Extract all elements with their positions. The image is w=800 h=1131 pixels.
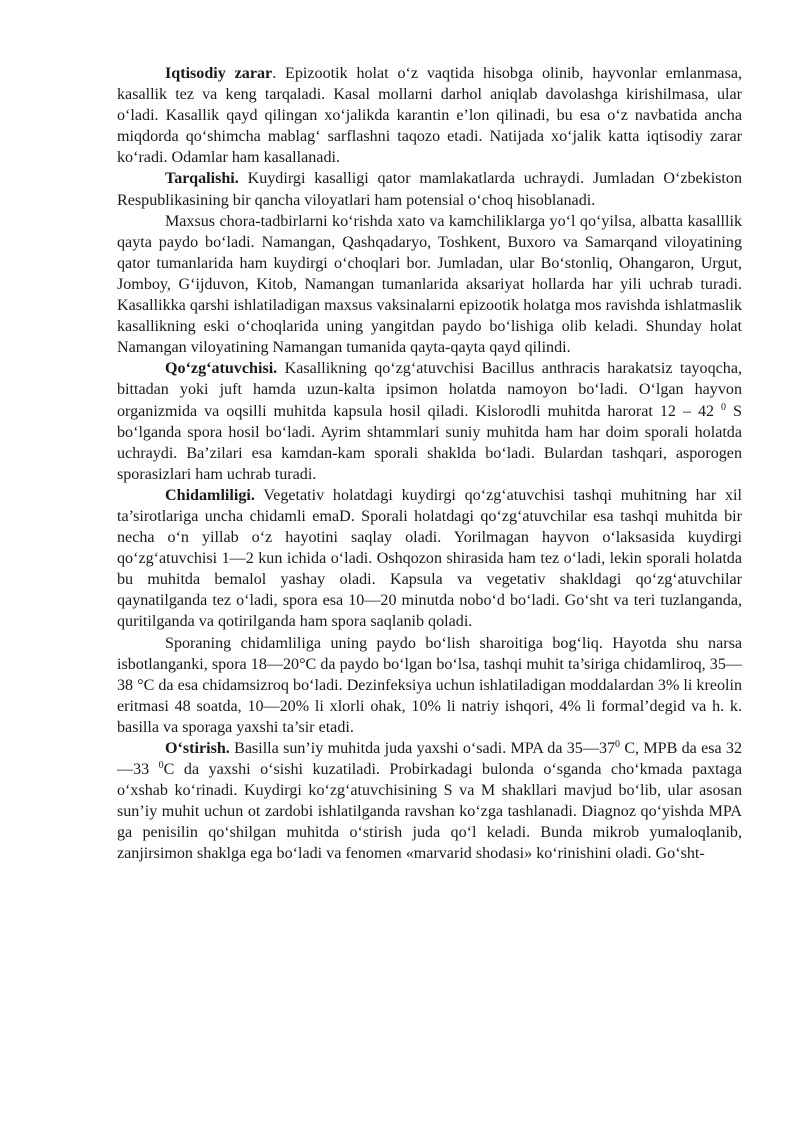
heading-economic-damage: Iqtisodiy zarar [165, 65, 273, 82]
heading-pathogen: Qo‘zg‘atuvchisi. [165, 360, 278, 378]
paragraph-text: Maxsus chora-tadbirlarni ko‘rishda xato va kamchiliklarga yo‘l qo‘yilsa, albatta kasalllik qayta paydo bo‘ladi. Namangan, Qashqadaryo, Toshkent, Buxoro va Samarqand viloyatining qator tumanlarida ham kuydirgi o‘choqlari bor. Jumladan, ular Bo‘stonliq, Ohangaron, Urgut, Jomboy, G‘ijduvon, Kitob, Namangan tumanlarida aksariyat hollarda har yili uchrab turadi. Kasallikka qarshi ishlatiladigan maxsus vaksinalarni epizootik holatga mos ravishda ishlatmaslik kasallikning eski o‘choqlarida uning yangitdan paydo bo‘lishiga olib keladi. Shunday holat Namangan viloyatining Namangan tumanida qayta-qayta qayd qilindi. [117, 212, 742, 357]
degree-superscript: 0 [721, 401, 727, 413]
paragraph-pathogen [117, 358, 742, 485]
paragraph-distribution [117, 168, 742, 210]
paragraph-measures [117, 211, 742, 359]
paragraph-text: . Epizootik holat o‘z vaqtida hisobga olinib, hayvonlar emlanmasa, kasallik tez va keng tarqaladi. Kasal mollarni darhol aniqlab davolashga kirishilmasa, ular o‘ladi. Kasallik qayd qilingan xo‘jalikda karantin e’lon qilinadi, bu esa o‘z navbatida ancha miqdorda qo‘shimcha mablag‘ sarflashni taqozo etadi. Natijada xo‘jalik katta iqtisodiy zarar ko‘radi. Odamlar ham kasallanadi. [117, 65, 742, 167]
paragraph-text: S bo‘lganda spora hosil bo‘ladi. Ayrim shtammlari suniy muhitda ham har doim sporali holatda uchraydi. Ba’zilari esa kamdan-kam sporali shaklda bo‘ladi. Bulardan tashqari, asporogen sporasizlari ham uchrab turadi. [117, 402, 742, 483]
paragraph-text: C da yaxshi o‘sishi kuzatiladi. Probirkadagi bulonda o‘sganda cho‘kmada paxtaga o‘xshab ko‘rinadi. Kuydirgi ko‘zg‘atuvchisining S va M shakllari mavjud bo‘lib, ular asosan sun’iy muhit uchun ot zardobi ishlatilganda ravshan ko‘zga tashlanadi. Diagnoz qo‘yishda MPA ga penisilin qo‘shilgan muhitda o‘stirish juda qo‘l keladi. Bunda mikrob yumaloqlanib, zanjirsimon shaklga ega bo‘ladi va fenomen «marvarid shodasi» ko‘rinishini oladi. Go‘sht- [117, 761, 742, 863]
document-page [117, 63, 742, 865]
paragraph-text: Vegetativ holatdagi kuydirgi qo‘zg‘atuvchisi tashqi muhitning har xil ta’sirotlariga uncha chidamli emaD. Sporali holatdagi qo‘zg‘atuvchilar esa tashqi muhitda bir necha o‘n yillab o‘z hayotini saqlay oladi. Yorilmagan hayvon o‘laksasida kuydirgi qo‘zg‘atuvchisi 1—2 kun ichida o‘ladi. Oshqozon shirasida ham tez o‘ladi, lekin sporali holatda bu muhitda bemalol yashay oladi. Kapsula va vegetativ shakldagi qo‘zg‘atuvchilar qaynatilganda tez o‘ladi, spora esa 10—20 minutda nobo‘d bo‘ladi. Go‘sht va teri tuzlanganda, quritilganda va qotirilganda ham spora saqlanib qoladi. [117, 486, 742, 631]
paragraph-cultivation [117, 738, 742, 865]
heading-cultivation: O‘stirish. [165, 740, 230, 757]
degree-superscript: 0 [615, 739, 621, 750]
paragraph-text: C, MPB da esa 32—33 [117, 740, 742, 779]
paragraph-text: Kuydirgi kasalligi qator mamlakatlarda uchraydi. Jumladan O‘zbekiston Respublikasining bir qancha viloyatlari ham potensial o‘choq hisoblanadi. [117, 170, 742, 209]
paragraph-text: Basilla sun’iy muhitda juda yaxshi o‘sadi. MPA da 35—37 [229, 740, 616, 757]
paragraph-resistance [117, 485, 742, 633]
paragraph-spore-resistance [117, 633, 742, 738]
paragraph-text: Kasallikning qo‘zg‘atuvchisi Bacillus anthracis harakatsiz tayoqcha, bittadan yoki juft hamda uzun-kalta ipsimon holatda namoyon bo‘ladi. O‘lgan hayvon organizmida va oqsilli muhitda kapsula hosil qiladi. Kislorodli muhitda harorat 12 – 42 [117, 360, 742, 420]
degree-superscript: 0 [158, 760, 164, 772]
heading-distribution: Tarqalishi. [165, 170, 239, 188]
paragraph-text: Sporaning chidamliliga uning paydo bo‘lish sharoitiga bog‘liq. Hayotda shu narsa isbotlanganki, spora 18—20°C da paydo bo‘lgan bo‘lsa, tashqi muhit ta’siriga chidamliroq, 35—38 °C da esa chidamsizroq bo‘ladi. Dezinfeksiya uchun ishlatiladigan moddalardan 3% li kreolin eritmasi 48 soatda, 10—20% li xlorli ohak, 10% li natriy ishqori, 4% li formal’degid va h. k. basilla va sporaga yaxshi ta’sir etadi. [117, 634, 742, 736]
paragraph-economic-damage [117, 63, 742, 168]
heading-resistance: Chidamliligi. [165, 486, 255, 504]
